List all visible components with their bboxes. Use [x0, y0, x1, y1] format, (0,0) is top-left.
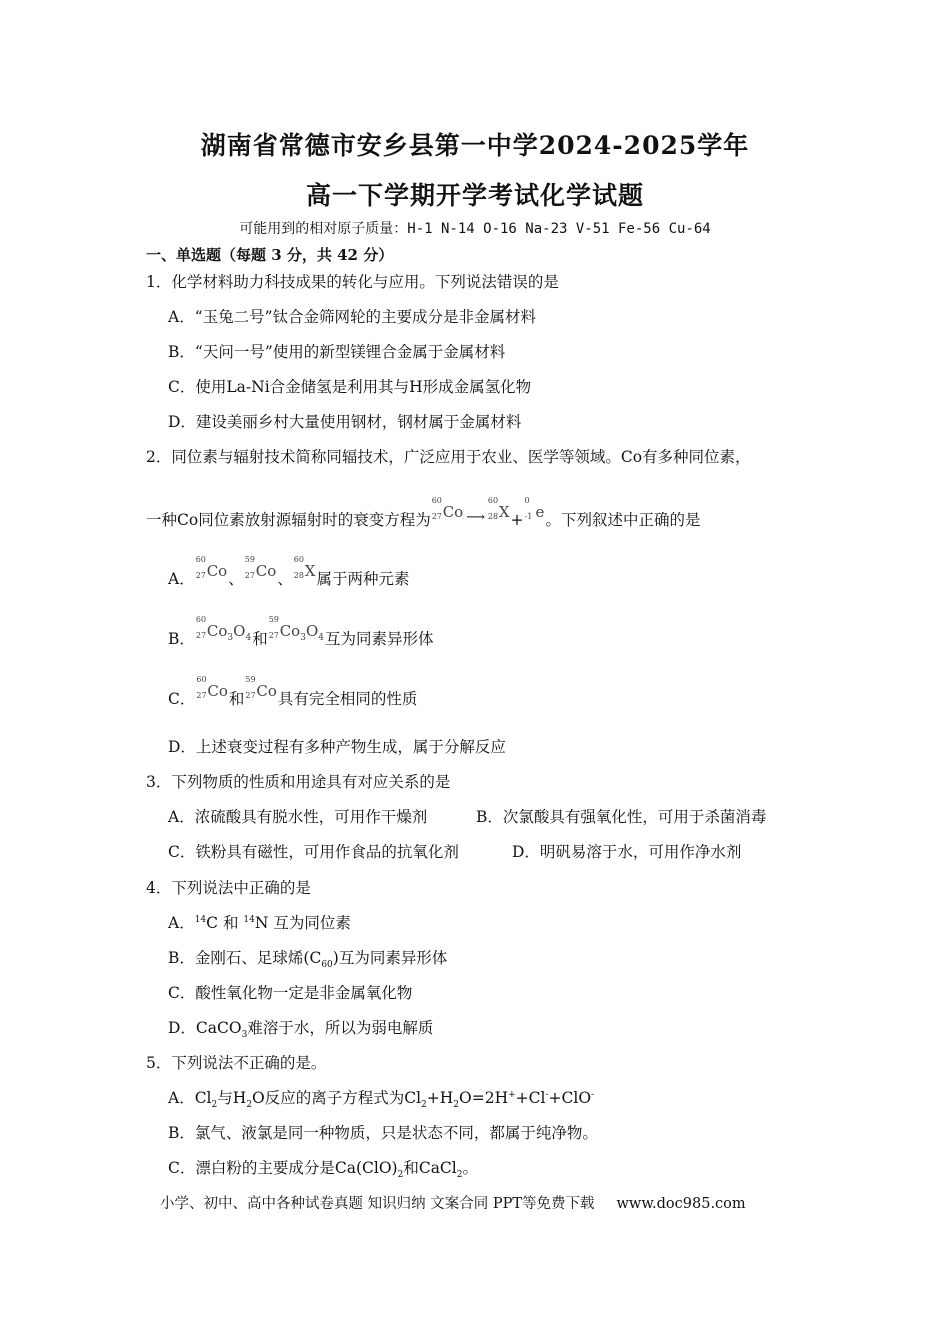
question-4-stem: 4．下列说法中正确的是: [146, 879, 311, 897]
question-1-option-b: B．“天问一号”使用的新型镁锂合金属于金属材料: [168, 343, 506, 361]
question-3-option-a: A．浓硫酸具有脱水性，可用作干燥剂: [168, 808, 428, 826]
question-2-option-a: A． 60 27 Co、 59 27 Co、 60 28 X属于两种元素: [168, 555, 410, 588]
question-4-option-d: D．CaCO$_3$难溶于水，所以为弱电解质: [168, 1019, 434, 1041]
question-1-option-c: C．使用La-Ni合金储氢是利用其与H形成金属氢化物: [168, 378, 532, 396]
exam-title-line2: 高一下学期开学考试化学试题: [305, 181, 644, 210]
question-4-option-b: B．金刚石、足球烯$(C_{60})$互为同素异形体: [168, 949, 448, 971]
question-1-stem: 1．化学材料助力科技成果的转化与应用。下列说法错误的是: [146, 273, 559, 291]
question-5-stem: 5．下列说法不正确的是。: [146, 1054, 327, 1072]
question-4-option-a: A．$^{14}$C 和 $^{14}$N 互为同位素: [168, 914, 351, 932]
page-footer: [160, 1192, 746, 1213]
question-2-option-c: C． 60 27 Co和 59 27 Co具有完全相同的性质: [168, 675, 418, 708]
plus-sign: +: [510, 511, 524, 529]
section-heading: 一、单选题（每题 3 分，共 42 分）: [146, 246, 394, 264]
nuclide-product-1: 60 28 X: [487, 496, 510, 521]
question-1-option-a: A．“玉兔二号”钛合金筛网轮的主要成分是非金属材料: [168, 308, 537, 326]
question-3-option-c: C．铁粉具有磁性，可用作食品的抗氧化剂: [168, 843, 459, 861]
question-4-option-c: C．酸性氧化物一定是非金属氧化物: [168, 984, 413, 1002]
exam-title-line1: 湖南省常德市安乡县第一中学2024-2025学年: [200, 131, 750, 160]
question-5-option-c: C．漂白粉的主要成分是$Ca(ClO)_2$和CaCl$_2$。: [168, 1159, 478, 1181]
question-2-stem-line2: [146, 496, 701, 530]
question-2-option-d: D．上述衰变过程有多种产物生成，属于分解反应: [168, 738, 506, 756]
question-1-option-d: D．建设美丽乡村大量使用钢材，钢材属于金属材料: [168, 413, 522, 431]
question-3-stem: 3．下列物质的性质和用途具有对应关系的是: [146, 773, 451, 791]
atomic-masses-note: 可能用到的相对原子质量：H-1 N-14 O-16 Na-23 V-51 Fe-56 Cu-64: [239, 221, 711, 237]
question-2-option-b: B． 60 27 $Co_3O_4$和 59 27 $Co_3O_4$互为同素异形体: [168, 615, 434, 648]
question-5-option-a: A．$Cl_2$与$H_2O$反应的离子方程式为$Cl_2+H_2O=2H^++Cl^-+ClO^-$: [168, 1089, 595, 1111]
footer-link[interactable]: www.doc985.com: [616, 1196, 746, 1212]
question-2-stem: 2．同位素与辐射技术简称同辐技术，广泛应用于农业、医学等领域。Co有多种同位素，: [146, 448, 751, 466]
footer-text: 小学、初中、高中各种试卷真题 知识归纳 文案合同 PPT等免费下载: [160, 1196, 595, 1212]
question-5-option-b: B．氯气、液氯是同一种物质，只是状态不同，都属于纯净物。: [168, 1124, 598, 1142]
nuclide-product-2: 0 -1 e: [524, 496, 545, 521]
reaction-arrow-icon: ⟶: [466, 510, 485, 525]
nuclide-lhs: 60 27 Co: [431, 496, 464, 521]
question-3-option-b: B．次氯酸具有强氧化性，可用于杀菌消毒: [476, 808, 767, 826]
stem-prefix: 一种Co同位素放射源辐射时的衰变方程为: [146, 511, 431, 529]
stem-suffix: 。下列叙述中正确的是: [545, 511, 701, 529]
question-3-option-d: D．明矾易溶于水，可用作净水剂: [512, 843, 742, 861]
